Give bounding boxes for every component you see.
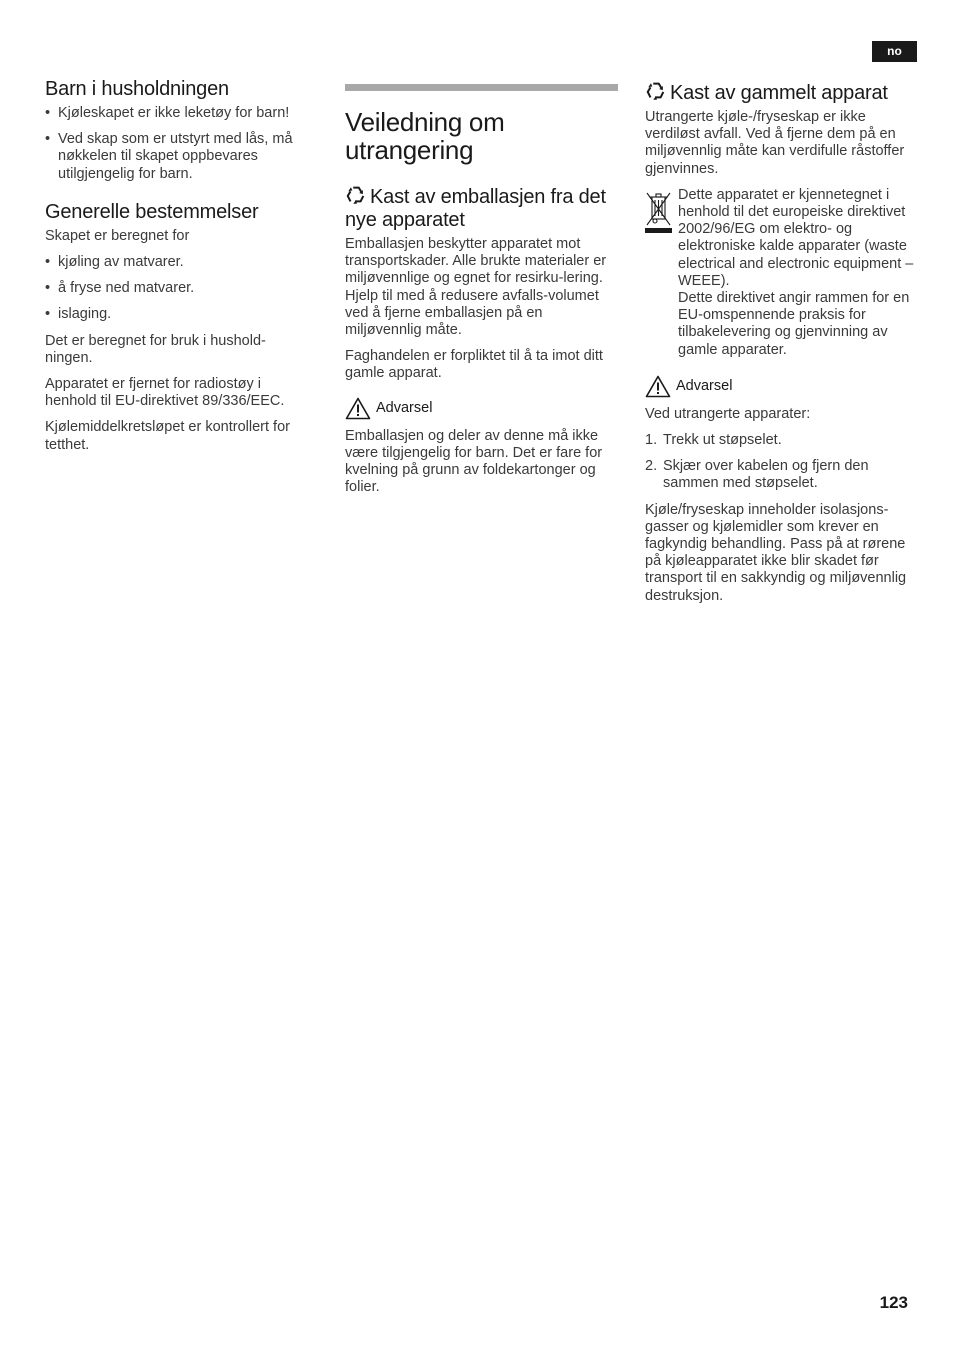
weee-text <box>678 187 920 359</box>
main-title: Veiledning om utrangering <box>345 107 505 165</box>
subsection-title-packaging: Kast av emballasjen fra det nye apparatet <box>345 186 606 231</box>
warning-icon <box>345 397 371 420</box>
crossed-bin-icon <box>645 189 672 235</box>
paragraph: Faghandelen er forpliktet til å ta imot ditt gamle apparat. <box>345 348 603 382</box>
warning-intro: Ved utrangerte apparater: <box>645 405 811 422</box>
column-left <box>45 78 310 463</box>
general-intro: Skapet er beregnet for <box>45 227 190 244</box>
list-item: • islaging. <box>45 306 112 323</box>
list-item: • Ved skap som er utstyrt med lås, må nøkkelen til skapet oppbevares utilgjengelig for barn. <box>45 131 293 182</box>
paragraph: Apparatet er fjernet for radiostøy i henhold til EU-direktivet 89/336/EEC. <box>45 376 285 410</box>
warning-icon <box>645 375 671 398</box>
subsection-title-old-appliance: Kast av gammelt apparat <box>645 80 920 105</box>
section-divider <box>345 84 618 91</box>
paragraph: Utrangerte kjøle-/fryseskap er ikke verdiløst avfall. Ved å fjerne dem på en miljøvennlig måte kan verdifulle råstoffer gjenvinnes. <box>645 109 905 177</box>
language-badge: no <box>872 41 917 62</box>
children-bullet-list <box>45 105 310 183</box>
warning-label: Advarsel <box>376 400 433 417</box>
paragraph: Dette apparatet er kjennetegnet i henhold til det europeiske direktivet 2002/96/EG om elektro- og elektroniske kalde apparater (waste electrical and electronic equipment – WEEE). <box>678 186 914 289</box>
column-middle <box>345 78 618 505</box>
list-item: 1. Trekk ut støpselet. <box>645 432 782 449</box>
warning-text: Emballasjen og deler av denne må ikke være tilgjengelig for barn. Det er fare for kvelning på grunn av foldekartonger og folier. <box>345 427 603 496</box>
page-number: 123 <box>879 1293 908 1312</box>
general-bullet-list <box>45 254 310 324</box>
warning-heading <box>645 375 920 398</box>
paragraph: Kjølemiddelkretsløpet er kontrollert for tetthet. <box>45 419 290 453</box>
list-item: • kjøling av matvarer. <box>45 254 184 271</box>
paragraph: Dette direktivet angir rammen for en EU-omspennende praksis for tilbakelevering og gjenvinning av gamle apparater. <box>678 290 910 358</box>
section-title-children: Barn i husholdningen <box>45 78 229 100</box>
list-item: 2. Skjær over kabelen og fjern den sammen med støpselet. <box>645 458 869 492</box>
section-title-general: Generelle bestemmelser <box>45 200 259 223</box>
list-item: • Kjøleskapet er ikke leketøy for barn! <box>45 105 290 121</box>
warning-heading <box>345 397 618 420</box>
paragraph: Kjøle/fryseskap inneholder isolasjons-gasser og kjølemidler som krever en fagkyndig behandling. Pass på at rørene på kjøleapparatet ikke blir skadet før transport til en sakkyndig og miljøvennlig destruksjon. <box>645 501 907 604</box>
recycle-icon <box>645 80 667 102</box>
list-item: • å fryse ned matvarer. <box>45 280 195 297</box>
warning-label: Advarsel <box>676 378 733 395</box>
recycle-icon <box>345 184 367 206</box>
weee-block <box>645 187 920 359</box>
column-right <box>645 78 920 614</box>
paragraph: Emballasjen beskytter apparatet mot transportskader. Alle brukte materialer er miljøvennlige og egnet for resirku-lering. Hjelp til med å redusere avfalls-volumet ved å fjerne emballasjen på en miljøvennlig måte. <box>345 236 607 339</box>
paragraph: Det er beregnet for bruk i hushold-ningen. <box>45 332 266 366</box>
steps-list <box>645 432 920 493</box>
